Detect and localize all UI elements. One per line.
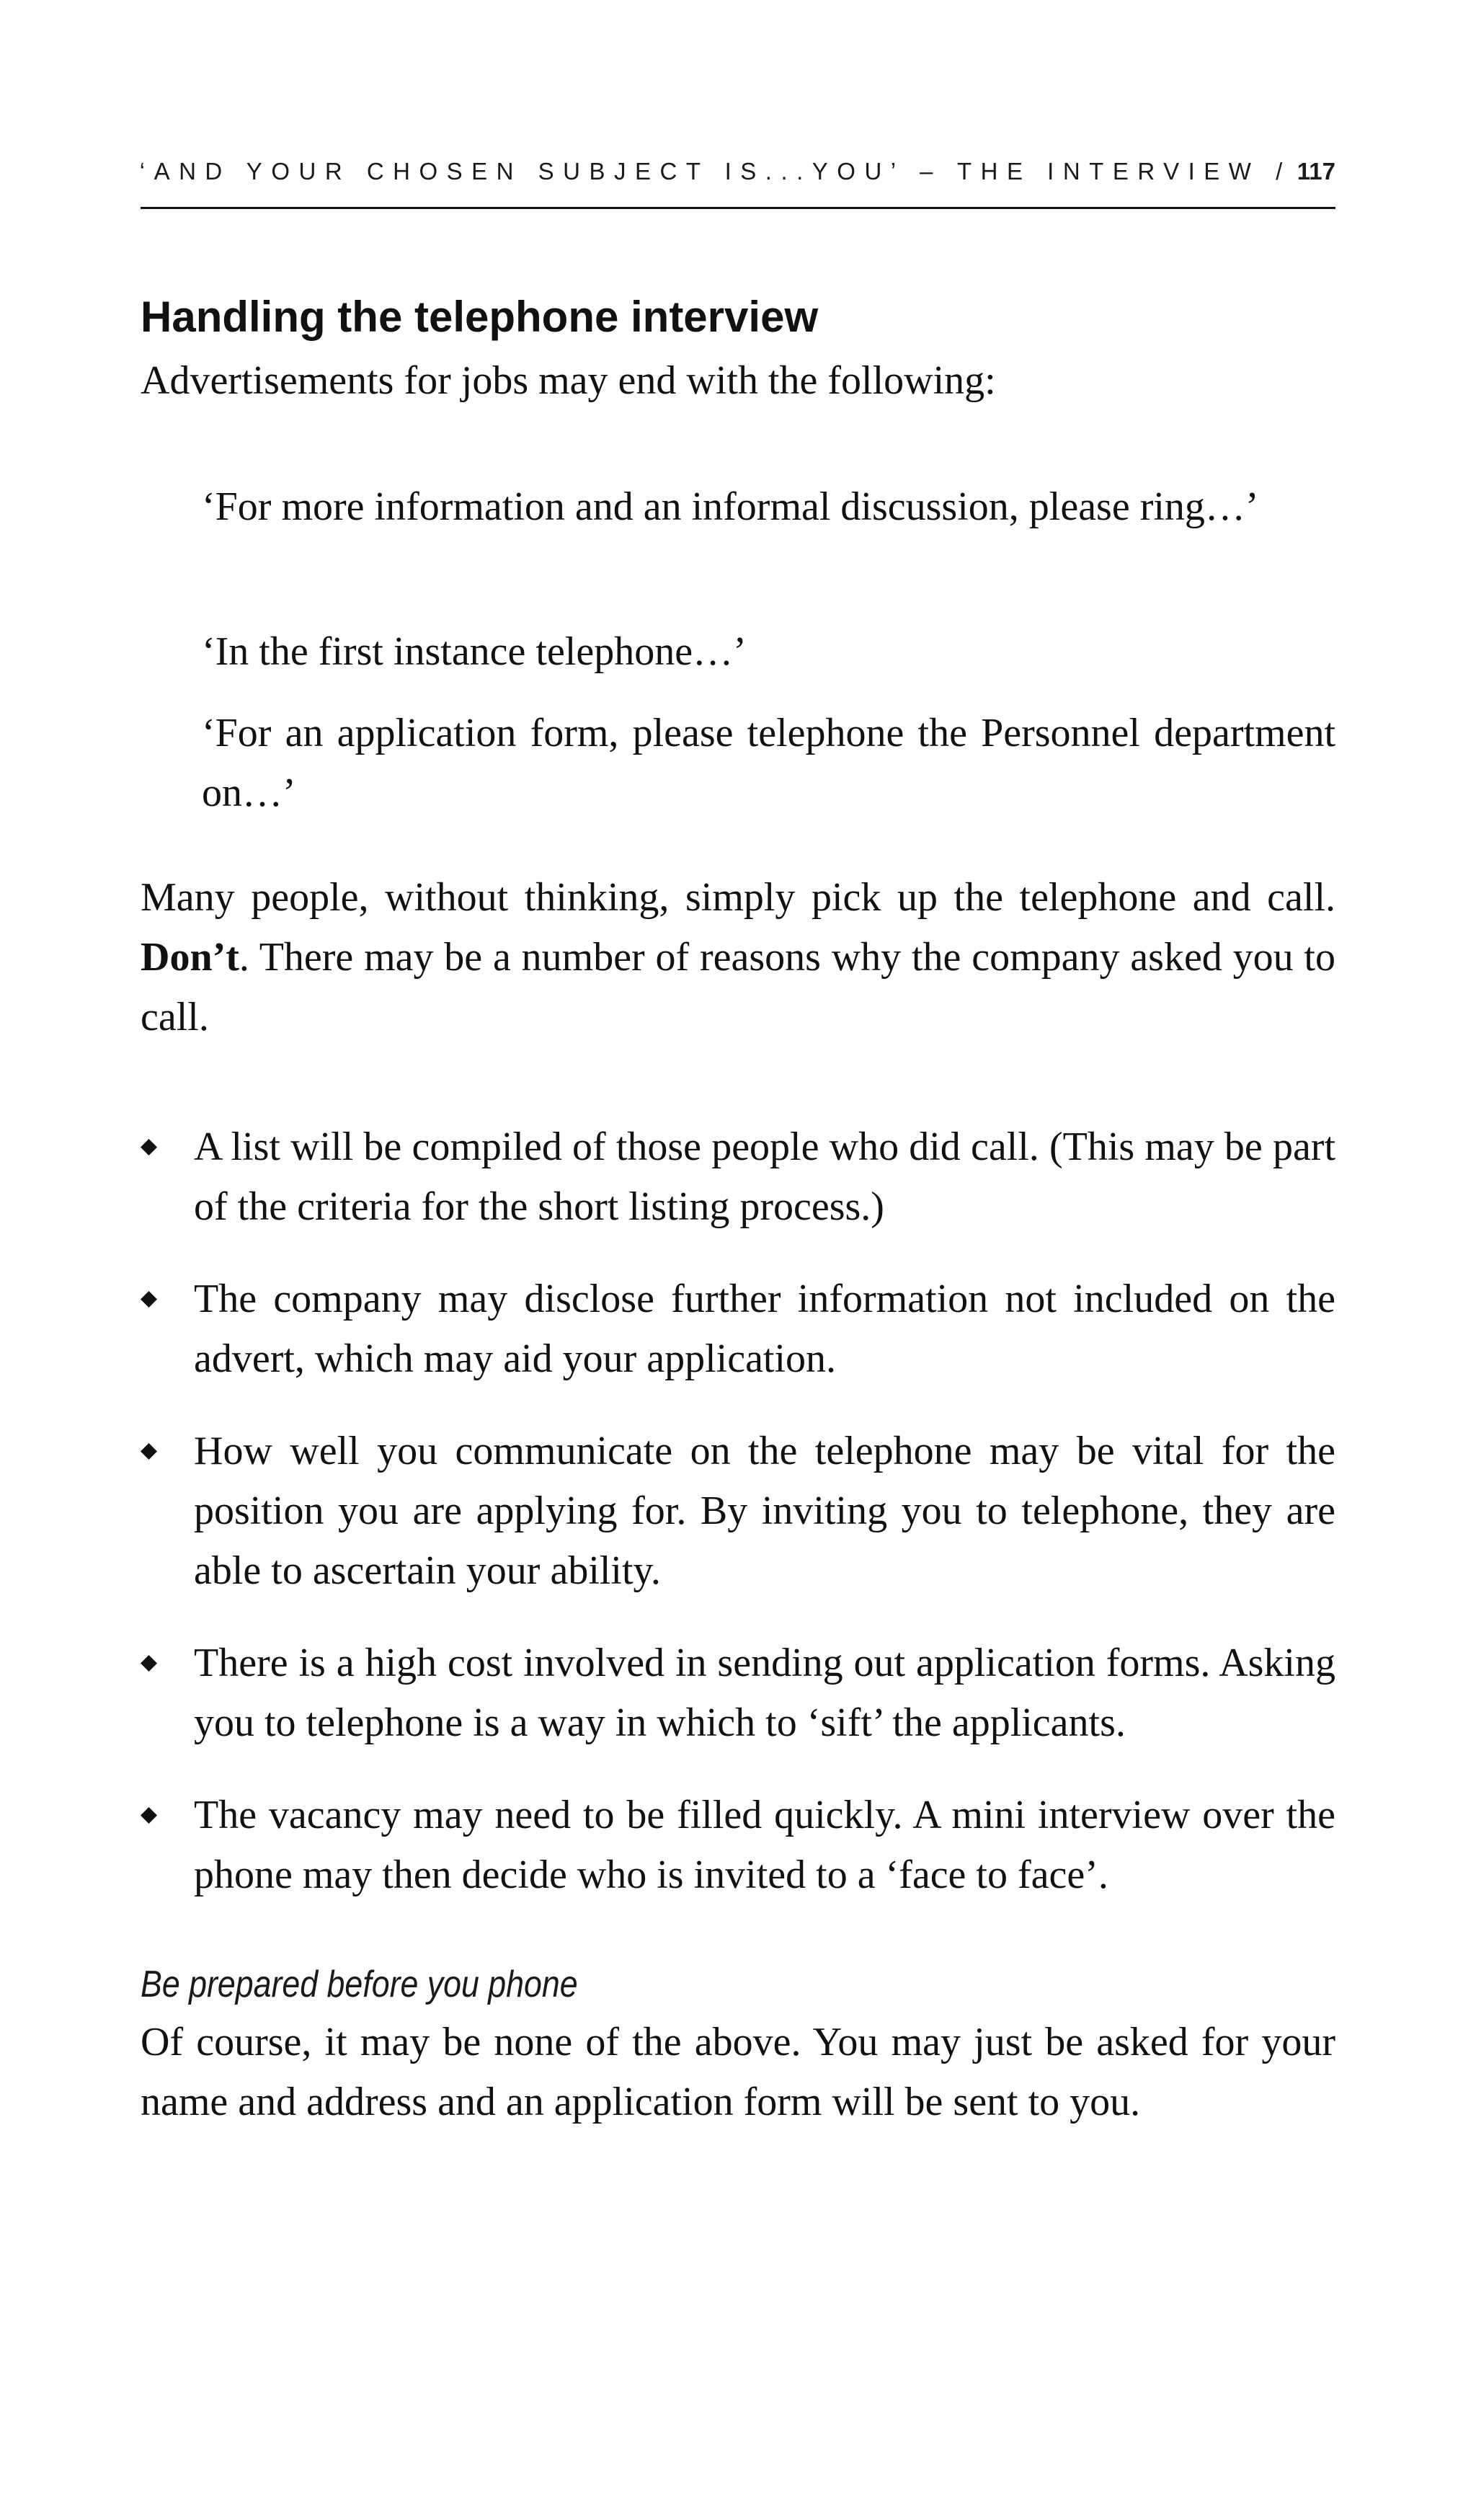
list-item [141,1785,1335,1905]
closing-paragraph: Of course, it may be none of the above. You may just be asked for your name and address and an application form will be sent to you. [141,2020,1335,2124]
reasons-list [141,1117,1335,1938]
list-item-text: How well you communicate on the telephone may be vital for the position you are applying for. By inviting you to telephone, they are able to ascertain your ability. [194,1429,1335,1593]
header-rule [141,207,1335,209]
quote-1: ‘For more information and an informal discussion, please ring…’ [202,484,1259,529]
body-paragraph [141,868,1335,1047]
diamond-bullet-icon [141,1655,157,1672]
diamond-bullet-icon [141,1807,157,1824]
list-item-text: A list will be compiled of those people who did call. (This may be part of the criteria for the short listing process.) [194,1124,1335,1229]
list-item-text: The company may disclose further information not included on the advert, which may aid your application. [194,1277,1335,1381]
body-text-after: . There may be a number of reasons why the company asked you to call. [141,935,1335,1039]
page-number: 117 [1297,158,1335,185]
list-item [141,1421,1335,1601]
subsection-heading: Be prepared before you phone [141,1964,578,2005]
intro-paragraph: Advertisements for jobs may end with the following: [141,358,996,403]
quote-2: ‘In the first instance telephone…’ [202,629,747,674]
diamond-bullet-icon [141,1443,157,1460]
list-item [141,1633,1335,1753]
list-item-text: The vacancy may need to be filled quickly. A mini interview over the phone may then decide who is invited to a ‘face to face’. [194,1793,1335,1897]
diamond-bullet-icon [141,1139,157,1155]
list-item-text: There is a high cost involved in sending out application forms. Asking you to telephone is a way in which to ‘sift’ the applicants. [194,1641,1335,1745]
running-header [141,150,1335,193]
list-item [141,1269,1335,1389]
list-item [141,1117,1335,1237]
section-heading: Handling the telephone interview [141,293,819,341]
quote-3: ‘For an application form, please telephone the Personnel department on…’ [202,711,1335,815]
body-text-before: Many people, without thinking, simply pick up the telephone and call. [141,875,1335,920]
body-emphasis: Don’t [141,935,239,980]
diamond-bullet-icon [141,1291,157,1308]
running-title: ‘AND YOUR CHOSEN SUBJECT IS...YOU’ – THE INTERVIEW / [139,158,1292,185]
